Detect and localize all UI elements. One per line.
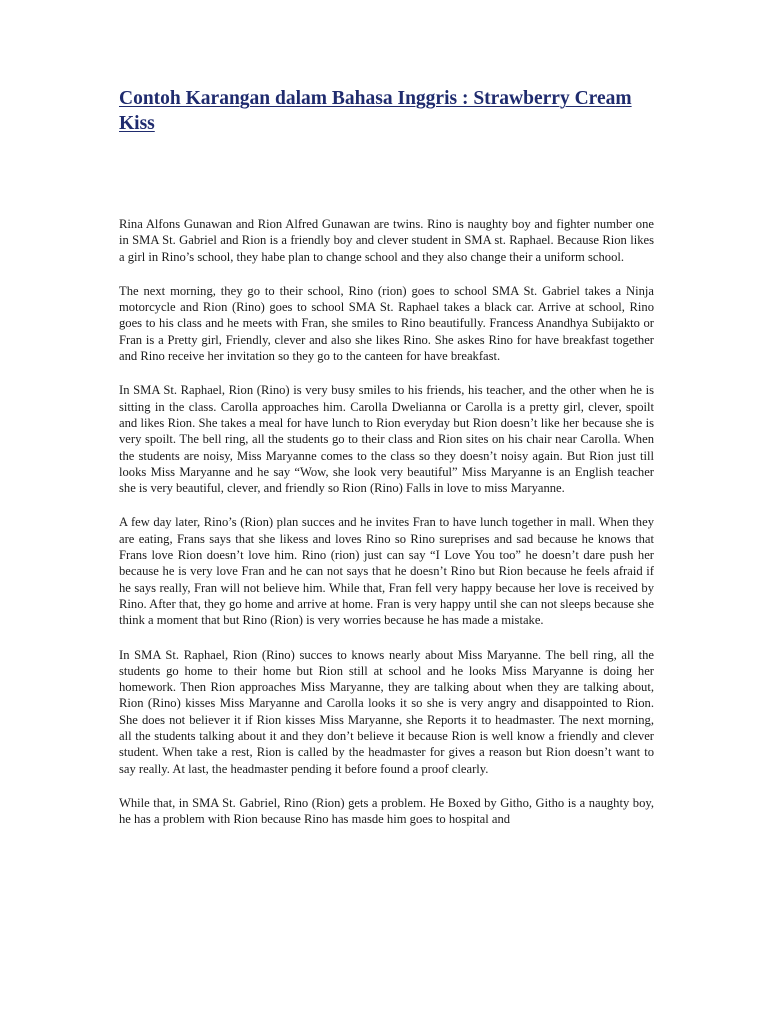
paragraph-1: Rina Alfons Gunawan and Rion Alfred Gunawan are twins. Rino is naughty boy and fighter number one in SMA St. Gabriel and Rion is a friendly boy and clever student in SMA st. Raphael. Because Rion likes a girl in Rino’s school, they habe plan to change school and they also change their a uniform school. bbox=[119, 217, 654, 264]
document-page bbox=[119, 86, 654, 846]
paragraph-3: In SMA St. Raphael, Rion (Rino) is very busy smiles to his friends, his teacher, and the other when he is sitting in the class. Carolla approaches him. Carolla Dwelianna or Carolla is a pretty girl, clever, spoilt and likes Rion. She takes a meal for have lunch to Rion everyday but Rion doesn’t like her because she is very spoilt. The bell ring, all the students go to their class and Rion sites on his chair near Carolla. When the students are noisy, Miss Maryanne comes to the class so they doesn’t noisy again. But Rion just till looks Miss Maryanne and he say “Wow, she look very beautiful” Miss Maryanne is an English teacher she is very beautiful, clever, and friendly so Rion (Rino) Falls in love to miss Maryanne. bbox=[119, 383, 654, 496]
document-title-link[interactable]: Contoh Karangan dalam Bahasa Inggris : Strawberry Cream Kiss bbox=[119, 88, 632, 134]
paragraph-6: While that, in SMA St. Gabriel, Rino (Rion) gets a problem. He Boxed by Githo, Githo is a naughty boy, he has a problem with Rion because Rino has masde him goes to hospital and bbox=[119, 795, 654, 827]
paragraph-4: A few day later, Rino’s (Rion) plan succes and he invites Fran to have lunch together in mall. When they are eating, Frans says that she likess and loves Rino so Rino sureprises and sad because he knows that Frans love Rion doesn’t love him. Rino (rion) just can say “I Love You too” he doesn’t dare push her because he is very love Fran and he can not says that he doesn’t Rino but Rion because he feels afraid if he says really, Fran will not believe him. While that, Fran fell very happy because her love is received by Rino. After that, they go home and arrive at home. Fran is very happy until she can not sleeps because she think a moment that but Rino (Rion) is very worries because he has made a mistake. bbox=[119, 515, 654, 628]
document-body bbox=[119, 216, 654, 828]
paragraph-2: The next morning, they go to their school, Rino (rion) goes to school SMA St. Gabriel takes a Ninja motorcycle and Rion (Rino) goes to school SMA St. Raphael takes a black car. Arrive at school, Rino goes to his class and he meets with Fran, she smiles to Rino beautifully. Francess Anandhya Subijakto or Fran is a Pretty girl, Friendly, clever and also she likes Rino. She askes Rino for have breakfast together and Rino receive her invitation so they go to the canteen for have breakfast. bbox=[119, 283, 654, 364]
paragraph-5: In SMA St. Raphael, Rion (Rino) succes to knows nearly about Miss Maryanne. The bell ring, all the students go home to their home but Rion still at school and he looks Miss Maryanne is doing her homework. Then Rion approaches Miss Maryanne, they are talking about when they are talking about, Rion (Rino) kisses Miss Maryanne and Carolla looks it so she is very angry and disappointed to Rion. She does not believer it if Rion kisses Miss Maryanne, she Reports it to headmaster. The next morning, all the students talking about it and they don’t believe it because Rion is well know a friendly and clever student. When take a rest, Rion is called by the headmaster for gives a reason but Rion doesn’t want to say really. At last, the headmaster pending it before found a proof clearly. bbox=[119, 647, 654, 776]
